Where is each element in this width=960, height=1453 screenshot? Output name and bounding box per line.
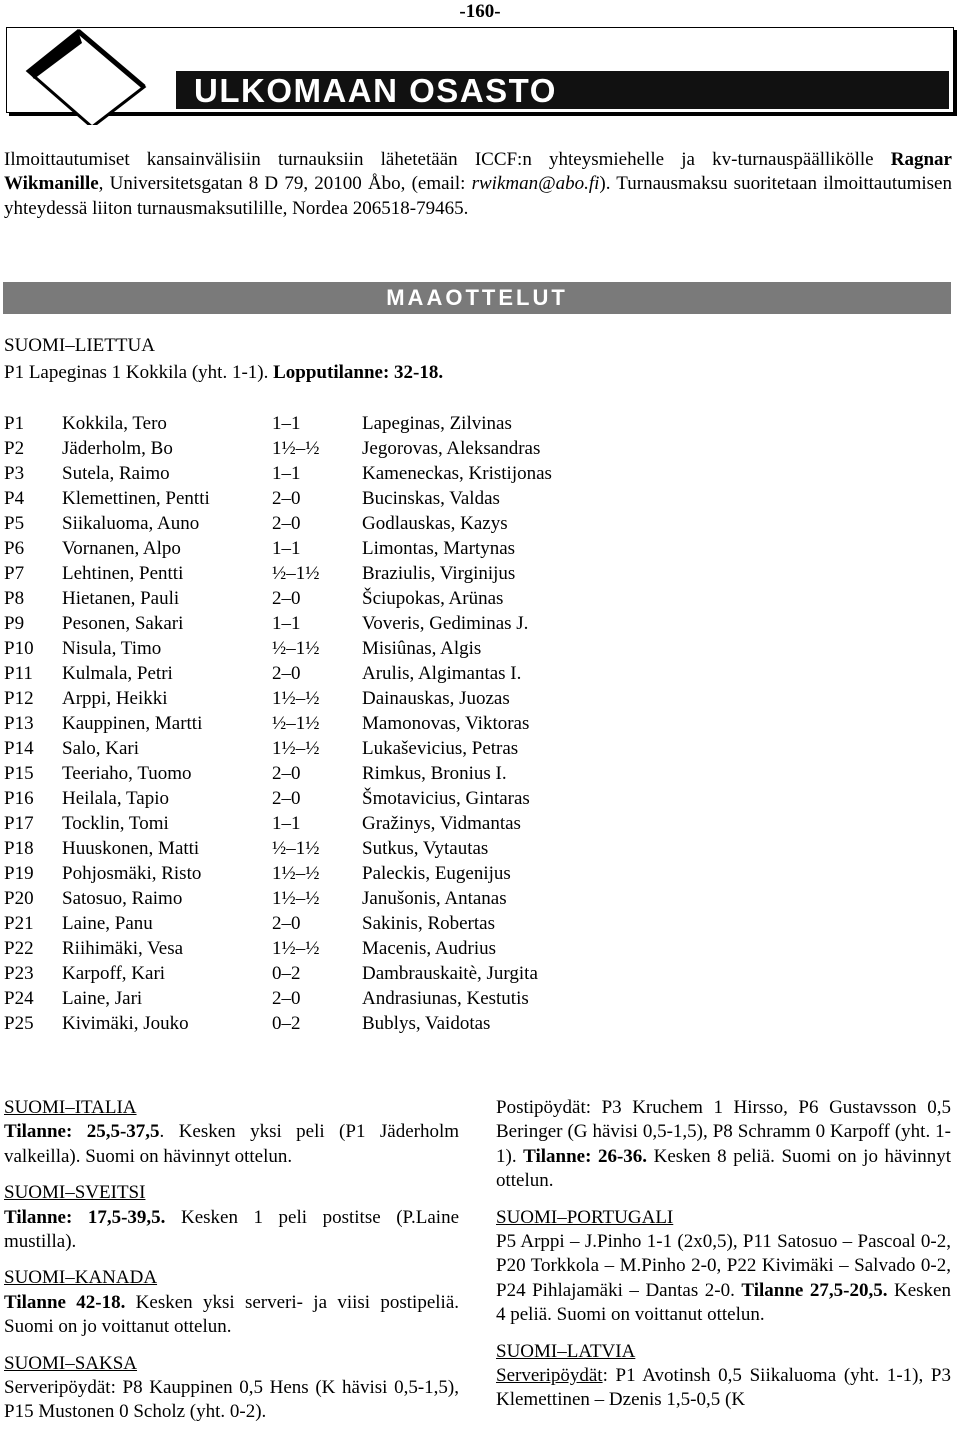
score-cell: 2–0	[272, 663, 301, 684]
score-cell: ½–1½	[272, 713, 320, 734]
board-cell: P18	[4, 838, 34, 859]
table-row	[0, 836, 552, 861]
opponent-cell: Limontas, Martynas	[362, 538, 516, 559]
table-row	[0, 661, 552, 686]
board-cell: P3	[4, 463, 25, 484]
table-row	[0, 936, 552, 961]
board-cell: P20	[4, 888, 34, 909]
score-italia: Tilanne: 25,5-37,5	[4, 1121, 160, 1143]
text-saksa: Serveripöydät: P8 Kauppinen 0,5 Hens (K hävisi 0,5-1,5), P15 Mustonen 0 Scholz (yht. 0-2).	[4, 1377, 459, 1423]
finnish-player-cell: Jäderholm, Bo	[62, 438, 173, 459]
board-cell: P22	[4, 938, 34, 959]
table-row	[0, 811, 552, 836]
score-cell: 0–2	[272, 963, 301, 984]
opponent-cell: Godlauskas, Kazys	[362, 513, 508, 534]
finnish-player-cell: Sutela, Raimo	[62, 463, 170, 484]
finnish-player-cell: Vornanen, Alpo	[62, 538, 181, 559]
label-latvia: Serveripöydät	[496, 1365, 603, 1387]
finnish-player-cell: Laine, Jari	[62, 988, 143, 1009]
opponent-cell: Šmotavicius, Gintaras	[362, 788, 530, 809]
table-row	[0, 861, 552, 886]
score-cell: ½–1½	[272, 563, 320, 584]
note-kanada: Kesken yksi serveri- ja viisi postipeliä. Suomi on jo voittanut ottelun.	[4, 1291, 460, 1338]
final-score: Lopputilanne: 32-18.	[273, 362, 444, 383]
finnish-player-cell: Kauppinen, Martti	[62, 713, 203, 734]
board-cell: P14	[4, 738, 34, 759]
board-cell: P16	[4, 788, 34, 809]
board-cell: P1	[4, 413, 25, 434]
table-row	[0, 911, 552, 936]
note-latvia: : P1 Avotinsh 0,5 Siikaluoma (yht. 1-1), P3 Klemettinen – Dzenis 1,5-0,5 (K	[496, 1365, 951, 1411]
board-cell: P9	[4, 613, 25, 634]
finnish-player-cell: Tocklin, Tomi	[62, 813, 169, 834]
text-portugali	[496, 1230, 951, 1328]
heading-italia: SUOMI–ITALIA	[4, 1097, 137, 1118]
board-cell: P17	[4, 813, 34, 834]
table-row	[0, 786, 552, 811]
board-cell: P13	[4, 713, 34, 734]
board-cell: P5	[4, 513, 25, 534]
intro-paragraph	[4, 148, 952, 221]
score-portugali: Tilanne 27,5-20,5.	[741, 1279, 888, 1301]
score-cell: ½–1½	[272, 638, 320, 659]
table-row	[0, 1011, 552, 1036]
results-table	[0, 411, 552, 1036]
text-italia	[4, 1120, 459, 1169]
opponent-cell: Bucinskas, Valdas	[362, 488, 500, 509]
finnish-player-cell: Pohjosmäki, Risto	[62, 863, 202, 884]
left-column	[4, 1096, 459, 1425]
score-cell: 1½–½	[272, 938, 320, 959]
board-cell: P11	[4, 663, 33, 684]
opponent-cell: Dainauskas, Juozas	[362, 688, 510, 709]
board-cell: P25	[4, 1013, 34, 1034]
note-portugali-status: Kesken 4 peliä. Suomi on voittanut ottelun.	[496, 1279, 951, 1326]
match-summary-text: P1 Lapeginas 1 Kokkila (yht. 1-1).	[4, 362, 274, 383]
table-row	[0, 561, 552, 586]
opponent-cell: Andrasiunas, Kestutis	[362, 988, 529, 1009]
subsection-bar	[3, 282, 951, 314]
finnish-player-cell: Pesonen, Sakari	[62, 613, 184, 634]
finnish-player-cell: Kokkila, Tero	[62, 413, 167, 434]
finnish-player-cell: Kivimäki, Jouko	[62, 1013, 189, 1034]
finnish-player-cell: Laine, Panu	[62, 913, 153, 934]
table-row	[0, 961, 552, 986]
opponent-cell: Janušonis, Antanas	[362, 888, 507, 909]
score-cell: 2–0	[272, 988, 301, 1009]
board-cell: P21	[4, 913, 34, 934]
table-row	[0, 986, 552, 1011]
score-cell: 0–2	[272, 1013, 301, 1034]
text-saksa-postal	[496, 1096, 951, 1194]
text-latvia	[496, 1364, 951, 1413]
opponent-cell: Dambrauskaitè, Jurgita	[362, 963, 538, 984]
finnish-player-cell: Arppi, Heikki	[62, 688, 168, 709]
finnish-player-cell: Karpoff, Kari	[62, 963, 166, 984]
score-cell: 1½–½	[272, 688, 320, 709]
table-row	[0, 411, 552, 436]
score-cell: 1–1	[272, 413, 301, 434]
envelope-icon	[20, 29, 190, 125]
score-cell: 1–1	[272, 813, 301, 834]
table-row	[0, 886, 552, 911]
board-cell: P15	[4, 763, 34, 784]
finnish-player-cell: Teeriaho, Tuomo	[62, 763, 192, 784]
score-cell: ½–1½	[272, 838, 320, 859]
finnish-player-cell: Satosuo, Raimo	[62, 888, 183, 909]
board-cell: P6	[4, 538, 25, 559]
table-row	[0, 511, 552, 536]
heading-kanada: SUOMI–KANADA	[4, 1267, 158, 1289]
board-cell: P19	[4, 863, 34, 884]
match-summary	[4, 361, 443, 385]
score-saksa: Tilanne: 26-36.	[523, 1145, 648, 1167]
board-cell: P10	[4, 638, 34, 659]
page-number: -160-	[459, 1, 501, 22]
board-cell: P7	[4, 563, 25, 584]
results-body	[0, 411, 552, 1036]
score-kanada: Tilanne 42-18.	[4, 1291, 126, 1313]
finnish-player-cell: Nisula, Timo	[62, 638, 162, 659]
table-row	[0, 711, 552, 736]
text-sveitsi	[4, 1206, 459, 1255]
text-kanada	[4, 1291, 459, 1340]
note-sveitsi: Kesken 1 peli postitse (P.Laine mustilla).	[4, 1206, 460, 1253]
board-cell: P2	[4, 438, 25, 459]
score-cell: 2–0	[272, 513, 301, 534]
score-cell: 1–1	[272, 463, 301, 484]
finnish-player-cell: Heilala, Tapio	[62, 788, 170, 809]
score-cell: 1–1	[272, 613, 301, 634]
finnish-player-cell: Huuskonen, Matti	[62, 838, 200, 859]
score-cell: 1½–½	[272, 438, 320, 459]
note-portugali: P5 Arppi – J.Pinho 1-1 (2x0,5), P11 Satosuo – Pascoal 0-2, P20 Torkkola – M.Pinho 2-0, P22 Kivimäki – Salvado 0-2, P24 Pihlajamäki – Dantas 2-0.	[496, 1231, 951, 1301]
opponent-cell: Sutkus, Vytautas	[362, 838, 489, 859]
opponent-cell: Misiûnas, Algis	[362, 638, 482, 659]
score-cell: 2–0	[272, 588, 301, 609]
score-cell: 2–0	[272, 788, 301, 809]
opponent-cell: Lapeginas, Zilvinas	[362, 413, 512, 434]
note-saksa-status: Kesken 8 peliä. Suomi on jo hävinnyt ottelun.	[496, 1145, 952, 1192]
heading-saksa: SUOMI–SAKSA	[4, 1352, 138, 1374]
score-sveitsi: Tilanne: 17,5-39,5.	[4, 1206, 166, 1228]
table-row	[0, 636, 552, 661]
opponent-cell: Mamonovas, Viktoras	[362, 713, 530, 734]
board-cell: P12	[4, 688, 34, 709]
finnish-player-cell: Siikaluoma, Auno	[62, 513, 200, 534]
table-row	[0, 611, 552, 636]
opponent-cell: Arulis, Algimantas I.	[362, 663, 522, 684]
score-cell: 2–0	[272, 488, 301, 509]
intro-text-2: , Universitetsgatan 8 D 79, 20100 Åbo, (email:	[98, 173, 472, 195]
heading-portugali: SUOMI–PORTUGALI	[496, 1206, 674, 1228]
opponent-cell: Macenis, Audrius	[362, 938, 497, 959]
intro-text-3: ). Turnausmaksu suoritetaan ilmoittautumisen yhteydessä liiton turnausmaksutilille, Nordea 206518-79465.	[4, 173, 952, 219]
heading-latvia: SUOMI–LATVIA	[496, 1340, 636, 1362]
subsection-title: MAAOTTELUT	[386, 285, 568, 310]
board-cell: P24	[4, 988, 34, 1009]
finnish-player-cell: Riihimäki, Vesa	[62, 938, 184, 959]
table-row	[0, 736, 552, 761]
score-cell: 1–1	[272, 538, 301, 559]
opponent-cell: Gražinys, Vidmantas	[362, 813, 521, 834]
contact-email: rwikman@abo.fi	[471, 173, 600, 195]
note-saksa-postal: Postipöydät: P3 Kruchem 1 Hirsso, P6 Gustavsson 0,5 Beringer (G hävisi 0,5-1,5), P8 Schramm 0 Karpoff (yht. 1-1).	[496, 1097, 951, 1167]
table-row	[0, 486, 552, 511]
opponent-cell: Jegorovas, Aleksandras	[362, 438, 541, 459]
opponent-cell: Braziulis, Virginijus	[362, 563, 516, 584]
finnish-player-cell: Lehtinen, Pentti	[62, 563, 184, 584]
finnish-player-cell: Salo, Kari	[62, 738, 140, 759]
finnish-player-cell: Kulmala, Petri	[62, 663, 173, 684]
intro-text-1: Ilmoittautumiset kansainvälisiin turnauksiin lähetetään ICCF:n yhteysmiehelle ja kv-turnauspäällikölle	[4, 149, 891, 170]
opponent-cell: Kameneckas, Kristijonas	[362, 463, 552, 484]
section-banner	[6, 27, 954, 113]
note-italia: . Kesken yksi peli (P1 Jäderholm valkeilla). Suomi on hävinnyt ottelun.	[4, 1121, 460, 1167]
board-cell: P8	[4, 588, 25, 609]
table-row	[0, 461, 552, 486]
table-row	[0, 761, 552, 786]
banner-title: ULKOMAAN OSASTO	[194, 72, 557, 109]
board-cell: P4	[4, 488, 25, 509]
right-column	[496, 1096, 951, 1413]
score-cell: 2–0	[272, 913, 301, 934]
opponent-cell: Šciupokas, Arünas	[362, 588, 504, 609]
score-cell: 2–0	[272, 763, 301, 784]
opponent-cell: Paleckis, Eugenijus	[362, 863, 511, 884]
table-row	[0, 586, 552, 611]
score-cell: 1½–½	[272, 738, 320, 759]
match-heading: SUOMI–LIETTUA	[4, 335, 155, 356]
board-cell: P23	[4, 963, 34, 984]
opponent-cell: Bublys, Vaidotas	[362, 1013, 491, 1034]
table-row	[0, 536, 552, 561]
table-row	[0, 436, 552, 461]
score-cell: 1½–½	[272, 863, 320, 884]
opponent-cell: Voveris, Gediminas J.	[362, 613, 529, 634]
finnish-player-cell: Hietanen, Pauli	[62, 588, 180, 609]
opponent-cell: Rimkus, Bronius I.	[362, 763, 507, 784]
score-cell: 1½–½	[272, 888, 320, 909]
heading-sveitsi: SUOMI–SVEITSI	[4, 1182, 146, 1204]
contact-name: Ragnar Wikmanille	[4, 149, 952, 195]
opponent-cell: Sakinis, Robertas	[362, 913, 495, 934]
finnish-player-cell: Klemettinen, Pentti	[62, 488, 210, 509]
table-row	[0, 686, 552, 711]
opponent-cell: Lukaševicius, Petras	[362, 738, 519, 759]
